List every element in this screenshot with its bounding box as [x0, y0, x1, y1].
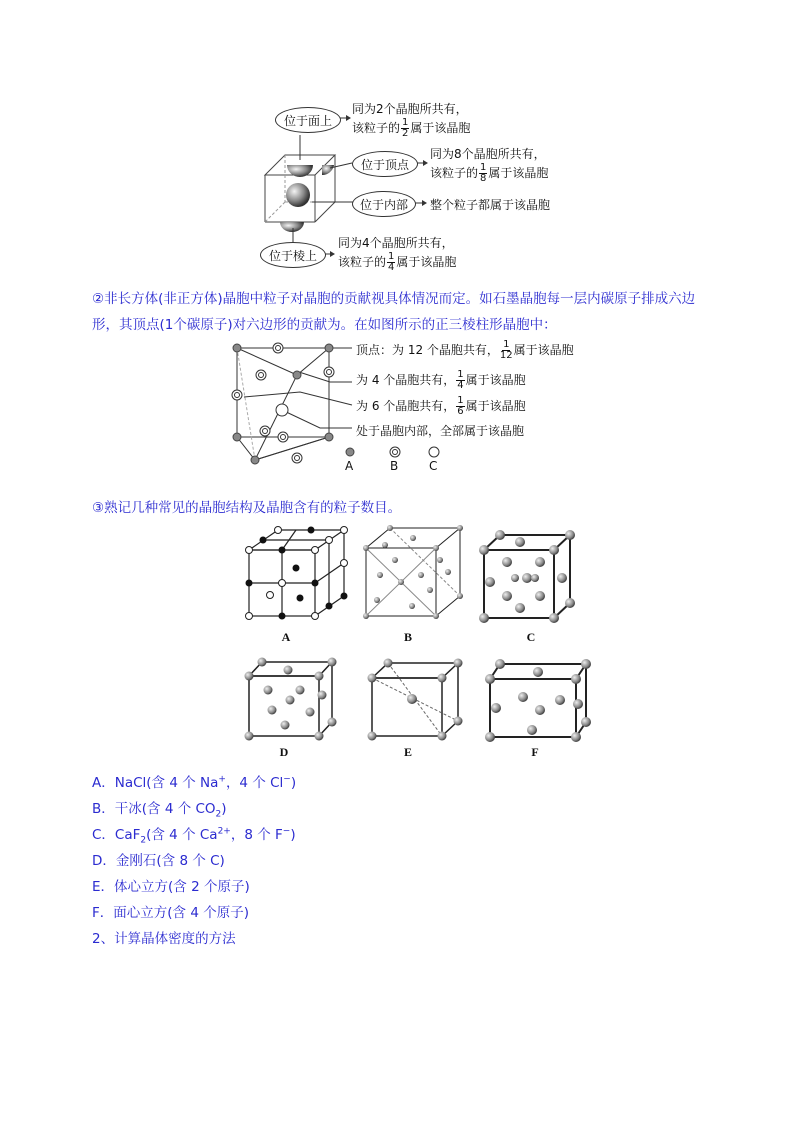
- item-b-dry-ice: B．干冰(含 4 个 $CO_2$): [92, 801, 227, 820]
- legend-b-label: B: [390, 459, 399, 473]
- paragraph-3: ③熟记几种常见的晶胞结构及晶胞含有的粒子数目。: [92, 500, 402, 516]
- label-edge: 位于棱上: [260, 242, 326, 268]
- item-a-nacl: A．NaCl(含 4 个 Na+，4 个 Cl−): [92, 774, 297, 791]
- vertex-line1: 同为8个晶胞所共有，: [430, 147, 546, 161]
- cell-d-atoms: [245, 658, 337, 741]
- item-c-caf2: C．CaF$_2$(含 4 个 $Ca^{2+}$，8 个 F−): [92, 826, 296, 846]
- legend-c-label: C: [429, 459, 438, 473]
- cell-label-a: A: [281, 630, 291, 644]
- item-e-bcc: E．体心立方(含 2 个原子): [92, 879, 250, 895]
- cell-label-f: F: [531, 745, 539, 759]
- prism-row3: 为 6 个晶胞共有， $\frac{1}{6}$ 属于该晶胞: [356, 395, 526, 417]
- paragraph-2-line2: 形，其顶点(1个碳原子)对六边形的贡献为。在如图所示的正三棱柱形晶胞中：: [92, 317, 557, 333]
- edge-line2: 该粒子的 $\frac{1}{4}$ 属于该晶胞: [338, 251, 457, 273]
- item-d-diamond: D．金刚石(含 8 个 C): [92, 853, 225, 869]
- edge-line1: 同为4个晶胞所共有，: [338, 236, 454, 250]
- cell-label-b: B: [403, 630, 412, 644]
- section-density-heading: 2、计算晶体密度的方法: [92, 931, 236, 947]
- legend-a-label: A: [345, 459, 354, 473]
- label-interior: 位于内部: [352, 191, 416, 217]
- label-face: 位于面上: [275, 107, 341, 133]
- item-f-fcc: F．面心立方(含 4 个原子): [92, 905, 249, 921]
- cell-label-c: C: [526, 630, 536, 644]
- label-vertex: 位于顶点: [352, 151, 418, 177]
- cell-e-atoms: [368, 659, 463, 741]
- prism-row1: 顶点：为 12 个晶胞共有， $\frac{1}{12}$ 属于该晶胞: [356, 339, 574, 361]
- interior-description: 整个粒子都属于该晶胞: [430, 198, 551, 212]
- prism-row2: 为 4 个晶胞共有， $\frac{1}{4}$ 属于该晶胞: [356, 369, 526, 391]
- prism-row4: 处于晶胞内部，全部属于该晶胞: [356, 424, 525, 438]
- face-line1: 同为2个晶胞所共有，: [352, 102, 468, 116]
- face-line2: 该粒子的 $\frac{1}{2}$ 属于该晶胞: [352, 117, 471, 139]
- vertex-line2: 该粒子的 $\frac{1}{8}$ 属于该晶胞: [430, 162, 549, 184]
- cell-label-d: D: [279, 745, 289, 759]
- cell-label-e: E: [403, 745, 412, 759]
- paragraph-2-line1: ②非长方体(非正方体)晶胞中粒子对晶胞的贡献视具体情况而定。如石墨晶胞每一层内碳原子排成六边: [92, 291, 696, 307]
